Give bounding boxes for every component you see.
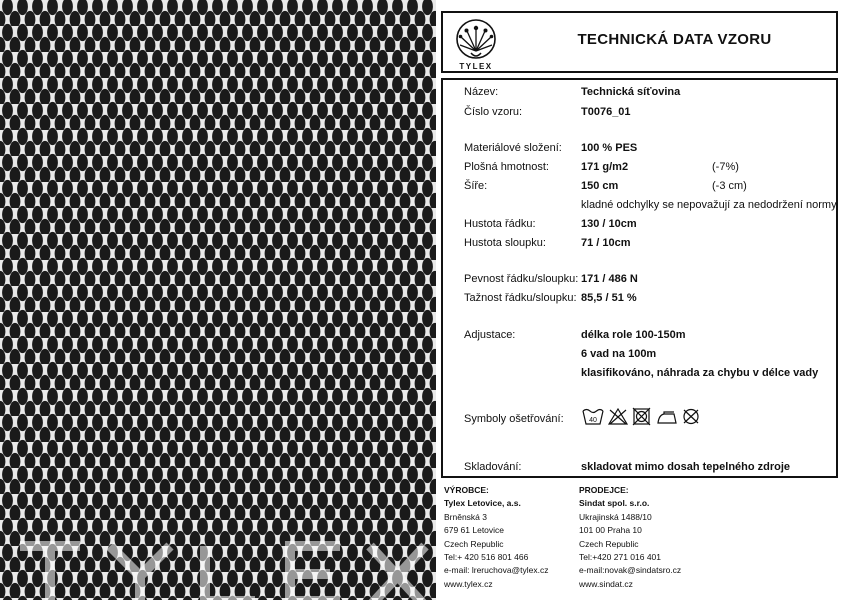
value-adjustace-2: 6 vad na 100m <box>581 348 657 360</box>
manufacturer-web[interactable]: www.tylex.cz <box>444 578 493 589</box>
label-taznost: Tažnost řádku/sloupku: <box>464 292 577 304</box>
seller-street: Ukrajinská 1488/10 <box>579 511 652 522</box>
tylex-logo <box>447 15 505 71</box>
row-adjustace-2 <box>443 348 836 364</box>
label-hustota-sloupku: Hustota sloupku: <box>464 237 546 249</box>
spec-sheet <box>436 0 850 600</box>
manufacturer-company: Tylex Letovice, a.s. <box>444 498 521 509</box>
seller-email[interactable]: e-mail:novak@sindatsro.cz <box>579 565 682 576</box>
row-hmotnost <box>443 161 836 177</box>
row-nazev <box>443 86 836 102</box>
tolerance-note: kladné odchylky se nepovažují za nedodržení normy <box>581 199 837 211</box>
iron-icon <box>658 412 676 423</box>
value-skladovani: skladovat mimo dosah tepelného zdroje <box>581 461 791 473</box>
value-hmotnost: 171 g/m2 <box>581 161 629 173</box>
value-pevnost: 171 / 486 N <box>581 273 638 285</box>
row-adjustace-3 <box>443 367 836 383</box>
no-dry-clean-icon <box>684 410 698 424</box>
row-sire <box>443 180 836 196</box>
wash-40-icon <box>583 410 603 425</box>
value-material: 100 % PES <box>581 142 638 154</box>
label-pevnost: Pevnost řádku/sloupku: <box>464 273 579 285</box>
manufacturer-city: 679 61 Letovice <box>444 525 505 536</box>
footer <box>441 484 838 600</box>
wash-temp: 40 <box>589 417 597 424</box>
value-adjustace-1: délka role 100-150m <box>581 329 686 341</box>
no-tumble-dry-icon <box>633 408 650 425</box>
manufacturer-tel: Tel:+ 420 516 801 466 <box>444 552 529 563</box>
row-cislo <box>443 106 836 122</box>
value-sire: 150 cm <box>581 180 619 192</box>
label-hmotnost: Plošná hmotnost: <box>464 161 549 173</box>
value-taznost: 85,5 / 51 % <box>581 292 637 304</box>
value-nazev: Technická síťovina <box>581 86 681 98</box>
label-material: Materiálové složení: <box>464 142 562 154</box>
manufacturer-country: Czech Republic <box>444 538 504 549</box>
manufacturer-street: Brněnská 3 <box>444 511 487 522</box>
seller-block <box>579 484 681 591</box>
logo-text: TYLEX <box>459 62 493 71</box>
page-title: TECHNICKÁ DATA VZORU <box>577 31 772 48</box>
sheet-header <box>441 11 838 73</box>
tylex-watermark <box>0 536 436 600</box>
label-skladovani: Skladování: <box>464 461 522 473</box>
seller-heading: PRODEJCE: <box>579 485 629 495</box>
row-note <box>443 199 836 215</box>
row-taznost <box>443 292 836 308</box>
seller-tel: Tel:+420 271 016 401 <box>579 552 662 563</box>
seller-country: Czech Republic <box>579 538 639 549</box>
spec-panel <box>441 78 838 478</box>
manufacturer-heading: VÝROBCE: <box>444 485 489 495</box>
label-symboly: Symboly ošetřování: <box>464 413 564 425</box>
row-pevnost <box>443 273 836 289</box>
seller-web[interactable]: www.sindat.cz <box>579 578 633 589</box>
label-nazev: Název: <box>464 86 499 98</box>
seller-city: 101 00 Praha 10 <box>579 525 642 536</box>
row-material <box>443 142 836 158</box>
label-cislo: Číslo vzoru: <box>464 106 523 118</box>
value-cislo: T0076_01 <box>581 106 631 118</box>
row-adjustace <box>443 329 836 345</box>
value-hustota-sloupku: 71 / 10cm <box>581 237 631 249</box>
label-hustota-radku: Hustota řádku: <box>464 218 536 230</box>
value-hustota-radku: 130 / 10cm <box>581 218 637 230</box>
care-symbols <box>582 406 712 426</box>
manufacturer-block <box>444 484 549 591</box>
row-hustota-radku <box>443 218 836 234</box>
row-hustota-sloupku <box>443 237 836 253</box>
tolerance-sire: (-3 cm) <box>712 180 747 192</box>
seller-company: Sindat spol. s.r.o. <box>579 498 650 509</box>
row-skladovani <box>443 461 836 477</box>
no-bleach-icon <box>609 409 627 424</box>
manufacturer-email[interactable]: e-mail: lreruchova@tylex.cz <box>444 565 549 576</box>
label-sire: Šíře: <box>464 180 488 192</box>
label-adjustace: Adjustace: <box>464 329 516 341</box>
tolerance-hmotnost: (-7%) <box>712 161 739 173</box>
value-adjustace-3: klasifikováno, náhrada za chybu v délce vady <box>581 367 819 379</box>
